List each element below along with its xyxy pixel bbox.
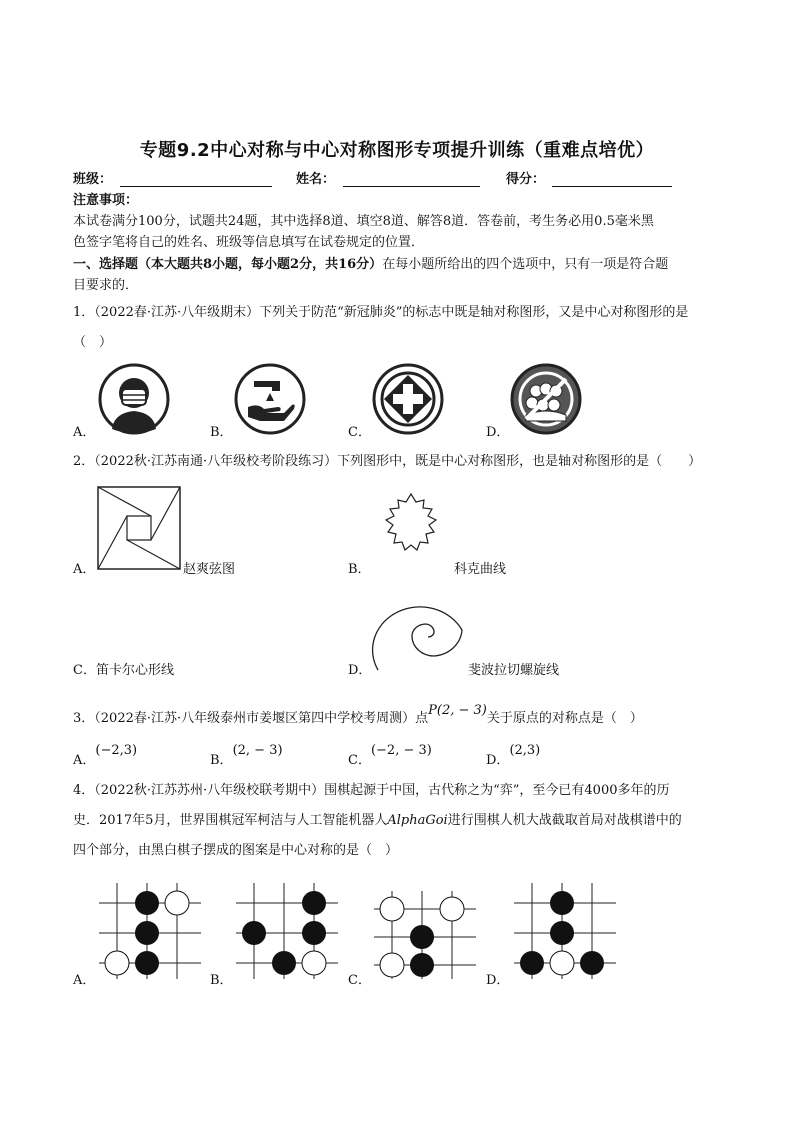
section-heading-rest: 在每小题所给出的四个选项中，只有一项是符合题 (382, 257, 669, 272)
q3-stem (73, 703, 643, 728)
q2-option-d-label[interactable]: D． (348, 663, 372, 678)
medical-cross-icon[interactable] (372, 363, 444, 435)
q2-option-b-label[interactable]: B． (348, 562, 371, 577)
q4-stem-line-2 (73, 812, 682, 830)
go-board-a[interactable] (95, 873, 205, 983)
q1-stem-line-2: （ ） (73, 335, 113, 350)
q3-option-b-label: B． (210, 753, 233, 768)
white-stone (440, 897, 464, 921)
black-stone (242, 921, 266, 945)
notes-heading: 注意事项： (73, 193, 139, 208)
page-title: 专题9.2中心对称与中心对称图形专项提升训练（重难点培优） (139, 140, 655, 161)
no-gathering-icon[interactable] (510, 363, 582, 435)
notes-line-1: 本试卷满分100分，试题共24题，其中选择8道、填空8道、解答8道．答卷前，考生务必用0.5毫米黑 (73, 214, 654, 229)
q2-option-d-caption: 斐波拉切螺旋线 (468, 663, 560, 678)
go-board-b[interactable] (232, 873, 342, 983)
q3-option-a-value: (−2,3) (95, 743, 138, 758)
q1-stem-line-1: 1．（2022春·江苏·八年级期末）下列关于防范“新冠肺炎”的标志中既是轴对称图形，又是中心对称图形的是 (73, 305, 689, 320)
white-stone (380, 953, 404, 977)
black-stone (135, 921, 159, 945)
q4-option-a-label[interactable]: A． (73, 973, 96, 988)
black-stone (520, 951, 544, 975)
black-stone (410, 953, 434, 977)
black-stone (550, 921, 574, 945)
q1-option-a-label[interactable]: A． (73, 425, 96, 440)
black-stone (550, 891, 574, 915)
koch-curve[interactable] (374, 486, 448, 558)
zhao-shuang-diagram[interactable] (97, 486, 181, 570)
q3-option-d-value: (2,3) (509, 743, 541, 758)
q4-stem-line-1: 4．（2022秋·江苏苏州·八年级校联考期中）围棋起源于中国，古代称之为“弈”，至今已有4000多年的历 (73, 783, 670, 798)
q3-option-c-value: (−2, − 3) (370, 743, 432, 758)
q2-option-a-caption: 赵爽弦图 (183, 562, 236, 577)
name-field[interactable] (343, 172, 480, 187)
fibonacci-spiral[interactable] (374, 592, 464, 672)
q4-stem-line-2-end: 进行围棋人机大战截取首局对战棋谱中的 (447, 813, 682, 828)
q3-option-a-label: A． (73, 753, 96, 768)
q2-stem: 2．（2022秋·江苏南通·八年级校考阶段练习）下列图形中，既是中心对称图形，也是轴对称图形的是（ ） (73, 454, 702, 469)
name-label: 姓名： (296, 172, 336, 187)
q4-option-c-label[interactable]: C． (348, 973, 371, 988)
black-stone (135, 951, 159, 975)
white-stone (550, 951, 574, 975)
q1-option-d-label[interactable]: D． (486, 425, 510, 440)
black-stone (580, 951, 604, 975)
hand-washing-icon[interactable] (234, 363, 306, 435)
q3-stem-start: 3．（2022春·江苏·八年级泰州市姜堰区第四中学校考周测）点 (73, 711, 429, 726)
white-stone (302, 951, 326, 975)
black-stone (302, 891, 326, 915)
q3-option-c[interactable] (348, 743, 432, 770)
mask-person-icon[interactable] (98, 363, 170, 435)
white-stone (165, 891, 189, 915)
black-stone (135, 891, 159, 915)
q3-option-d[interactable] (486, 743, 541, 770)
q3-point: P(2, − 3) (428, 703, 487, 718)
q4-stem-line-2-start: 史．2017年5月，世界围棋冠军柯洁与人工智能机器人 (73, 813, 388, 828)
q2-option-c-label[interactable]: C．笛卡尔心形线 (73, 663, 174, 678)
q3-option-d-label: D． (486, 753, 510, 768)
section-heading-bold: 一、选择题（本大题共8小题，每小题2分，共16分） (73, 257, 383, 272)
go-board-d[interactable] (510, 873, 620, 983)
score-label: 得分： (506, 172, 546, 187)
white-stone (380, 897, 404, 921)
q3-option-c-label: C． (348, 753, 371, 768)
q1-option-b-label[interactable]: B． (210, 425, 233, 440)
white-stone (105, 951, 129, 975)
section-heading (73, 256, 668, 274)
q3-option-a[interactable] (73, 743, 138, 770)
q2-option-b-caption: 科克曲线 (454, 562, 507, 577)
q3-option-b-value: (2, − 3) (232, 743, 283, 758)
notes-line-2: 色签字笔将自己的姓名、班级等信息填写在试卷规定的位置． (73, 235, 425, 250)
section-heading-line-2: 目要求的． (73, 278, 139, 293)
class-label: 班级： (73, 172, 113, 187)
q4-option-b-label[interactable]: B． (210, 973, 233, 988)
q3-option-b[interactable] (210, 743, 283, 770)
q4-stem-line-3: 四个部分，由黑白棋子摆成的图案是中心对称的是（ ） (73, 843, 399, 858)
q4-alphago: AlphaGoi (387, 813, 448, 828)
black-stone (302, 921, 326, 945)
q4-option-d-label[interactable]: D． (486, 973, 510, 988)
go-board-c[interactable] (370, 873, 480, 983)
score-field[interactable] (552, 172, 672, 187)
q3-stem-end: 关于原点的对称点是（ ） (486, 711, 643, 726)
q2-option-a-label[interactable]: A． (73, 562, 96, 577)
q1-option-c-label[interactable]: C． (348, 425, 371, 440)
class-field[interactable] (120, 172, 272, 187)
black-stone (410, 925, 434, 949)
black-stone (272, 951, 296, 975)
